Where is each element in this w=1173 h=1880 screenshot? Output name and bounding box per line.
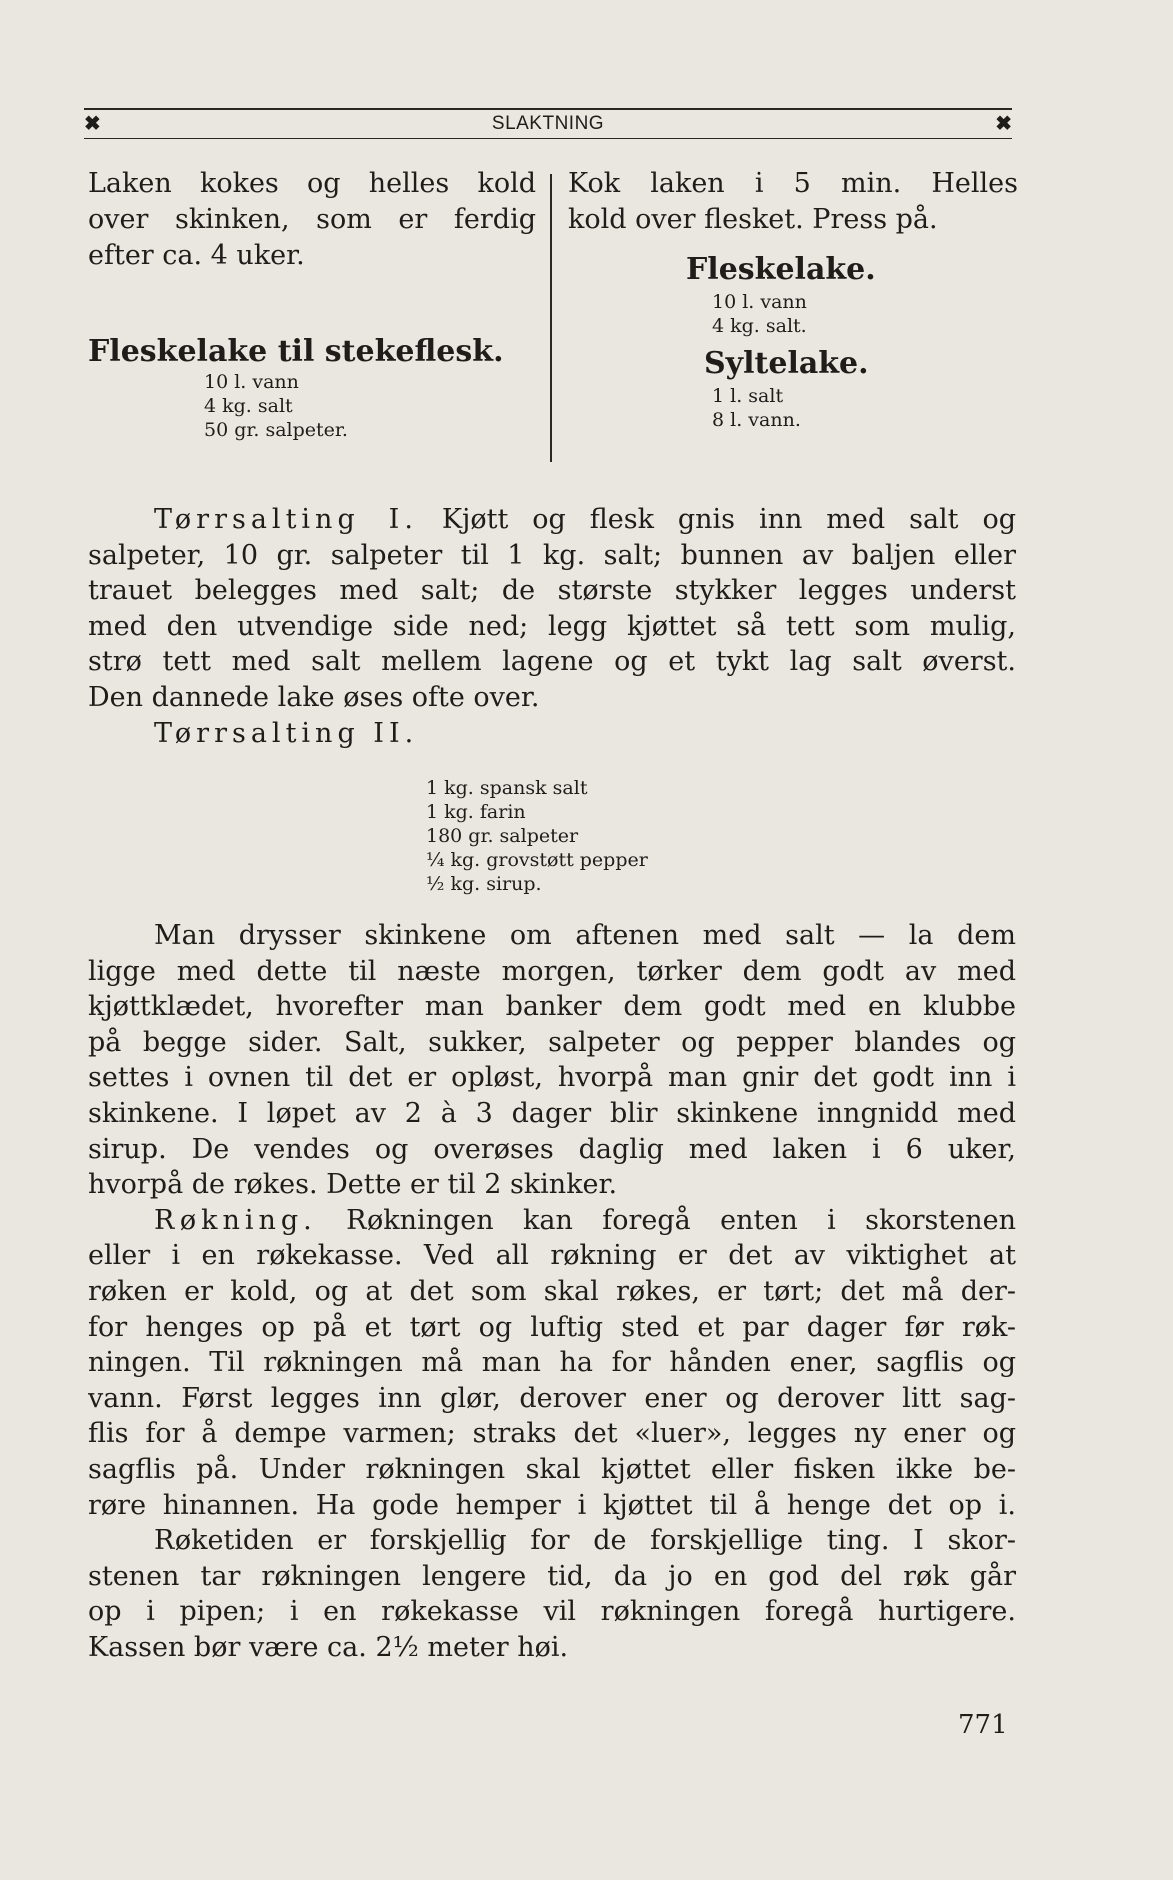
header-title: SLAKTNING (491, 113, 605, 134)
body-line: kjøttklædet, hvorefter man banker dem godt med en klubbe (88, 991, 1016, 1023)
ingredient: ¼ kg. grovstøtt pepper (426, 849, 648, 871)
body-line: sagflis på. Under røkningen skal kjøttet eller fisken ikke be- (88, 1453, 1016, 1485)
left-column (88, 166, 536, 442)
ingredient: 1 kg. farin (426, 801, 526, 823)
ingredient: 180 gr. salpeter (426, 825, 579, 847)
ingredient: 8 l. vann. (712, 409, 801, 431)
body-line: stenen tar røkningen lengere tid, da jo en god del røk går (88, 1560, 1016, 1592)
right-heading-1: Fleskelake. (686, 252, 876, 287)
ingredient: 1 l. salt (712, 385, 784, 407)
body-line: flis for å dempe varmen; straks det «luer», legges ny ener og (88, 1418, 1016, 1450)
right-column (568, 166, 1018, 432)
ingredient: 10 l. vann (204, 371, 299, 393)
right-paragraph (568, 166, 1018, 238)
body-line: vann. Først legges inn glør, derover ener og derover litt sag- (88, 1382, 1016, 1414)
body-line: Kassen bør være ca. 2½ meter høi. (88, 1631, 569, 1663)
body-line: eller i en røkekasse. Ved all røkning er det av viktighet at (88, 1240, 1016, 1272)
body-line: op i pipen; i en røkekasse vil røkningen foregå hurtigere. (88, 1596, 1016, 1628)
left-line-2: over skinken, som er ferdig (88, 204, 536, 235)
ingredient: ½ kg. sirup. (426, 873, 542, 895)
body-line: Tørrsalting I. Kjøtt og flesk gnis inn med salt og (154, 504, 1016, 535)
section-lead: Røkning. (154, 1204, 317, 1236)
body-line: Røkning. Røkningen kan foregå enten i skorstenen (154, 1204, 1016, 1236)
body-line: Røketiden er forskjellig for de forskjellige ting. I skor- (154, 1525, 1016, 1557)
ingredient: 4 kg. salt. (712, 315, 807, 337)
right-ingredients-1 (712, 290, 1018, 338)
body-line: for henges op på et tørt og luftig sted et par dager før røk- (88, 1311, 1016, 1343)
body-line: Den dannede lake øses ofte over. (88, 681, 540, 713)
column-divider (550, 174, 552, 462)
body-line: røre hinannen. Ha gode hemper i kjøttet til å henge det op i. (88, 1489, 1016, 1521)
ingredient: 1 kg. spansk salt (426, 777, 588, 799)
left-line-3: efter ca. 4 uker. (88, 240, 305, 271)
ingredient: 10 l. vann (712, 291, 807, 313)
main-paragraph (88, 918, 1016, 1665)
section-2-heading: Tørrsalting II. (154, 717, 419, 749)
right-line-1: Kok laken i 5 min. Helles (568, 168, 1018, 199)
right-line-2: kold over flesket. Press på. (568, 204, 938, 235)
ingredient: 50 gr. salpeter. (204, 419, 348, 441)
section-torrsalting-1 (88, 502, 1016, 751)
right-ornament-icon: ✖ (995, 113, 1012, 135)
left-heading: Fleskelake til stekeflesk. (88, 334, 504, 369)
body-line: med den utvendige side ned; legg kjøttet så tett som mulig, (88, 610, 1016, 642)
body-line: Man drysser skinkene om aftenen med salt — la dem (154, 920, 1016, 951)
running-header (84, 108, 1012, 139)
body-line: settes i ovnen til det er opløst, hvorpå man gnir det godt inn i (88, 1062, 1016, 1094)
body-line: sirup. De vendes og overøses daglig med laken i 6 uker, (88, 1133, 1016, 1165)
body-line: strø tett med salt mellem lagene og et tykt lag salt øverst. (88, 646, 1016, 678)
body-line: hvorpå de røkes. Dette er til 2 skinker. (88, 1169, 618, 1201)
page-number: 771 (958, 1710, 1008, 1740)
left-paragraph (88, 166, 536, 274)
body-line: ningen. Til røkningen må man ha for hånden ener, sagflis og (88, 1347, 1016, 1379)
body-line: ligge med dette til næste morgen, tørker dem godt av med (88, 955, 1016, 987)
left-line-1: Laken kokes og helles kold (88, 168, 536, 199)
body-line: salpeter, 10 gr. salpeter til 1 kg. salt; bunnen av baljen eller (88, 539, 1016, 571)
body-line: røken er kold, og at det som skal røkes, er tørt; det må der- (88, 1275, 1016, 1307)
body-line: skinkene. I løpet av 2 à 3 dager blir skinkene inngnidd med (88, 1097, 1016, 1129)
right-ingredients-2 (712, 384, 1018, 432)
section-lead: Tørrsalting I. (154, 504, 418, 535)
ingredient: 4 kg. salt (204, 395, 293, 417)
left-ornament-icon: ✖ (84, 113, 101, 135)
body-line: på begge sider. Salt, sukker, salpeter og pepper blandes og (88, 1026, 1016, 1058)
left-ingredients (204, 370, 536, 442)
right-heading-2: Syltelake. (704, 346, 869, 381)
body-line: trauet belegges med salt; de største stykker legges underst (88, 575, 1016, 607)
two-column-section (88, 166, 1018, 462)
section-2-ingredients (426, 776, 648, 896)
